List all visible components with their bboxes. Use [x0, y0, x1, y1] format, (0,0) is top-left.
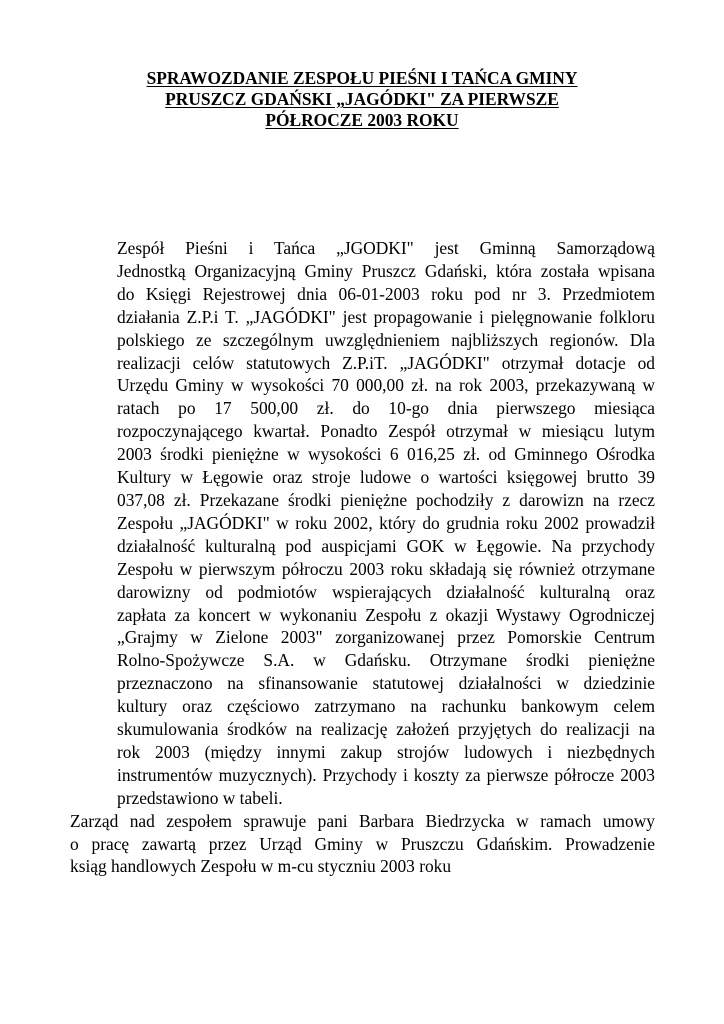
text-line: kultury oraz częściowo zatrzymano na rachunku bankowym celem [117, 696, 655, 717]
text-line: ratach po 17 500,00 zł. do 10-go dnia pierwszego miesiąca [117, 398, 655, 419]
document-body [70, 237, 655, 878]
text-line: 037,08 zł. Przekazane środki pieniężne pochodziły z darowizn na rzecz [117, 489, 655, 510]
paragraph-management [70, 810, 655, 879]
title-line: PÓŁROCZE 2003 ROKU [265, 110, 459, 130]
text-line: rozpoczynającego kwartał. Ponadto Zespół otrzymał w miesiącu lutym [117, 421, 655, 442]
text-line: Urzędu Gminy w wysokości 70 000,00 zł. na rok 2003, przekazywaną w [117, 375, 655, 396]
text-line: działania Z.P.i T. „JAGÓDKI" jest propagowanie i pielęgnowanie folkloru [117, 306, 655, 327]
text-line: „Grajmy w Zielone 2003" zorganizowanej przez Pomorskie Centrum [117, 627, 655, 648]
text-line: o pracę zawartą przez Urząd Gminy w Pruszczu Gdańskim. Prowadzenie [70, 833, 655, 854]
text-line: działalność kulturalną pod auspicjami GOK w Łęgowie. Na przychody [117, 535, 655, 556]
text-line: darowizny od podmiotów wspierających działalność kulturalną oraz [117, 581, 655, 602]
text-line: instrumentów muzycznych). Przychody i koszty za pierwsze półrocze 2003 [117, 764, 655, 785]
text-line: realizacji celów statutowych Z.P.iT. „JAGÓDKI" otrzymał dotacje od [117, 352, 655, 373]
text-line: Jednostką Organizacyjną Gminy Pruszcz Gdański, która została wpisana [117, 260, 655, 281]
title-line: SPRAWOZDANIE ZESPOŁU PIEŚNI I TAŃCA GMINY [146, 68, 578, 88]
text-line: Kultury w Łęgowie oraz stroje ludowe o wartości księgowej brutto 39 [117, 467, 655, 488]
text-line: 2003 środki pieniężne w wysokości 6 016,25 zł. od Gminnego Ośrodka [117, 444, 655, 465]
text-line: zapłata za koncert w wykonaniu Zespołu z okazji Wystawy Ogrodniczej [117, 604, 655, 625]
text-line: skumulowania środków na realizację założeń przyjętych do realizacji na [117, 719, 655, 740]
text-line: ksiąg handlowych Zespołu w m-cu styczniu 2003 roku [70, 856, 452, 877]
paragraph-report-summary [70, 237, 655, 810]
document-title [70, 68, 654, 131]
text-line: Zarząd nad zespołem sprawuje pani Barbara Biedrzycka w ramach umowy [70, 810, 655, 831]
title-line: PRUSZCZ GDAŃSKI „JAGÓDKI" ZA PIERWSZE [165, 89, 559, 109]
text-line: polskiego ze szczególnym uwzględnieniem najbliższych regionów. Dla [117, 329, 655, 350]
text-line: przedstawiono w tabeli. [117, 787, 283, 808]
text-line: przeznaczono na sfinansowanie statutowej działalności w dziedzinie [117, 673, 655, 694]
text-line: Zespół Pieśni i Tańca „JGODKI" jest Gminną Samorządową [117, 238, 655, 258]
text-line: Rolno-Spożywcze S.A. w Gdańsku. Otrzymane środki pieniężne [117, 650, 655, 671]
text-line: Zespołu w pierwszym półroczu 2003 roku składają się również otrzymane [117, 558, 655, 579]
text-line: rok 2003 (między innymi zakup strojów ludowych i niezbędnych [117, 741, 655, 762]
text-line: do Księgi Rejestrowej dnia 06-01-2003 roku pod nr 3. Przedmiotem [117, 283, 655, 304]
text-line: Zespołu „JAGÓDKI" w roku 2002, który do grudnia roku 2002 prowadził [117, 512, 655, 533]
